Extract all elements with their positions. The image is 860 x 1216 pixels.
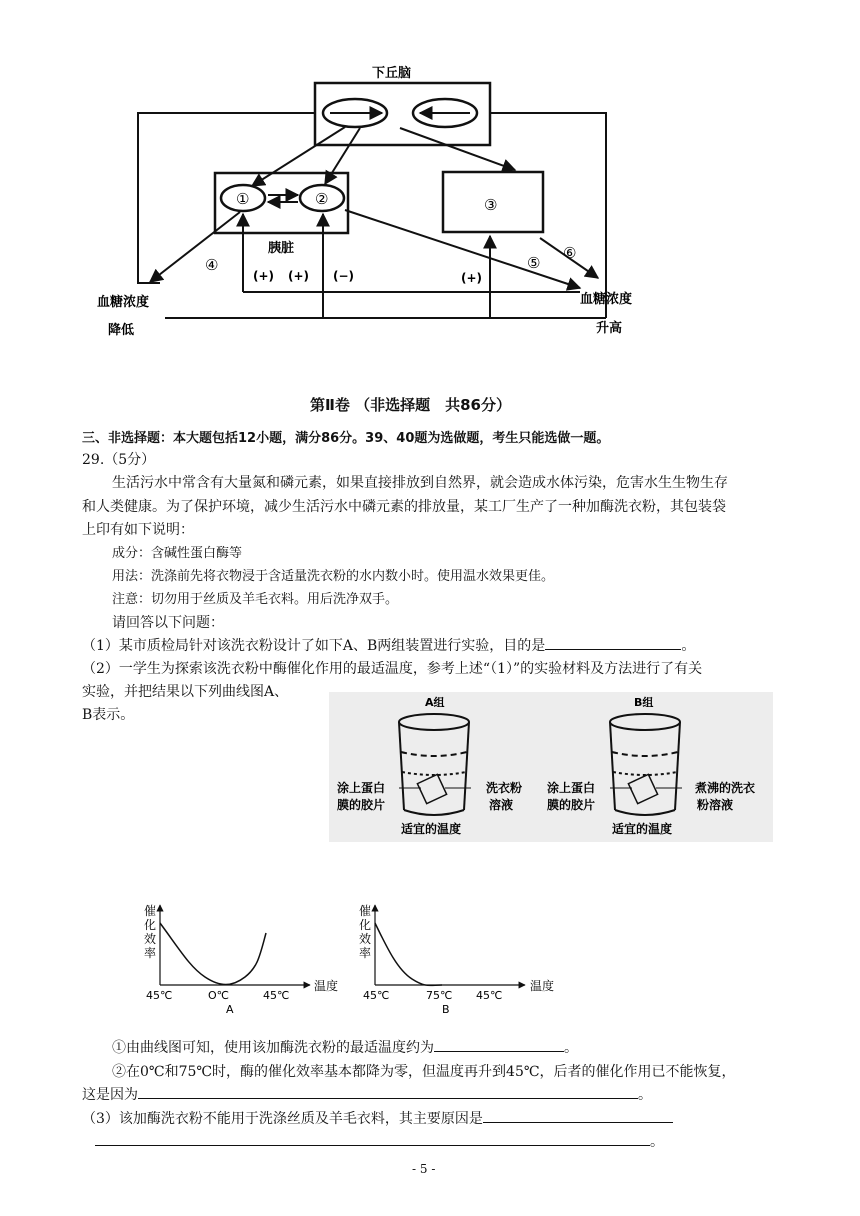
solution-a-2: 溶液 xyxy=(489,798,514,812)
ylabel-b xyxy=(359,903,371,960)
glucose-high-label-2: 升高 xyxy=(596,321,623,336)
xlabel-b: 温度 xyxy=(530,979,555,993)
tick-a-2: O℃ xyxy=(208,989,230,1002)
svg-text:化: 化 xyxy=(359,918,372,932)
enzyme-efficiency-graphs xyxy=(120,895,580,1020)
blood-glucose-regulation-diagram xyxy=(0,0,860,370)
sub2-end: 。 xyxy=(638,1087,652,1103)
q29-number: 29.（5分） xyxy=(82,452,156,468)
q29-paragraph-line3: 上印有如下说明： xyxy=(82,522,194,538)
film-label-b-1: 涂上蛋白 xyxy=(547,781,596,795)
sub1-text: ①由曲线图可知，使用该加酶洗衣粉的最适温度约为 xyxy=(112,1040,434,1056)
xlabel-a: 温度 xyxy=(314,979,339,993)
answer-blank-1[interactable] xyxy=(545,635,681,650)
q29-sub3 xyxy=(82,1108,673,1130)
q29-sub3-line2 xyxy=(95,1131,664,1153)
svg-text:率: 率 xyxy=(359,946,372,960)
answer-blank-5[interactable] xyxy=(95,1131,650,1146)
film-label-b-2: 膜的胶片 xyxy=(547,798,596,812)
sub1-end: 。 xyxy=(564,1040,578,1056)
curve-b xyxy=(375,923,442,985)
hypothalamus-label: 下丘脑 xyxy=(372,66,412,81)
arrow-4-label: ④ xyxy=(205,256,219,274)
glucose-high-label-1: 血糖浓度 xyxy=(580,292,633,307)
svg-text:化: 化 xyxy=(144,918,157,932)
tick-a-1: 45℃ xyxy=(146,989,173,1002)
node-1-label: ① xyxy=(236,190,250,208)
svg-text:效: 效 xyxy=(144,932,157,946)
sub-question-2-line1: ②在0℃和75℃时，酶的催化效率基本都降为零，但温度再升到45℃，后者的催化作用已不能恢复， xyxy=(112,1064,736,1080)
solution-b-2: 粉溶液 xyxy=(697,798,734,812)
section-intro: 三、非选择题：本大题包括12小题，满分86分。39、40题为选做题，考生只能选做一题。 xyxy=(82,431,610,446)
arrow-6-label: ⑥ xyxy=(563,244,577,262)
q29-sub2-line1: （2）一学生为探索该洗衣粉中酶催化作用的最适温度，参考上述“（1）”的实验材料及方法进行了有关 xyxy=(82,661,703,677)
tick-b-2: 75℃ xyxy=(426,989,453,1002)
film-label-a-2: 膜的胶片 xyxy=(337,798,386,812)
sign-plus-1: (+) xyxy=(253,269,275,283)
tick-a-3: 45℃ xyxy=(263,989,290,1002)
caption-b: B xyxy=(442,1003,450,1016)
q29-prompt: 请回答以下问题： xyxy=(112,615,224,631)
solution-a-1: 洗衣粉 xyxy=(486,781,523,795)
sign-plus-2: (+) xyxy=(288,269,310,283)
q29-paragraph-line1: 生活污水中常含有大量氮和磷元素，如果直接排放到自然界，就会造成水体污染，危害水生生物生存 xyxy=(112,475,728,491)
solution-b-1: 煮沸的洗衣 xyxy=(695,781,756,795)
node-3-label: ③ xyxy=(484,196,498,214)
sub-question-1 xyxy=(112,1037,578,1059)
svg-text:催: 催 xyxy=(359,904,372,918)
tick-b-3: 45℃ xyxy=(476,989,503,1002)
page-number: - 5 - xyxy=(412,1162,436,1176)
q3-text: （3）该加酶洗衣粉不能用于洗涤丝质及羊毛衣料，其主要原因是 xyxy=(82,1111,483,1127)
q29-sub1-end: 。 xyxy=(681,638,696,654)
caption-a: A xyxy=(226,1003,234,1016)
q29-sub1-text: （1）某市质检局针对该洗衣粉设计了如下A、B两组装置进行实验，目的是 xyxy=(82,638,546,654)
arrow-5-label: ⑤ xyxy=(527,254,541,272)
label-ingredient: 成分：含碱性蛋白酶等 xyxy=(112,546,243,561)
q29-paragraph-line2: 和人类健康。为了保护环境，减少生活污水中磷元素的排放量，某工厂生产了一种加酶洗衣粉，其包装袋 xyxy=(82,499,726,515)
label-usage: 用法：洗涤前先将衣物浸于含适量洗衣粉的水内数小时。使用温水效果更佳。 xyxy=(112,569,555,584)
ylabel-a xyxy=(144,903,156,960)
sub-question-2-line2 xyxy=(82,1084,652,1106)
q3-end: 。 xyxy=(650,1134,664,1150)
sign-minus: (−) xyxy=(333,269,355,283)
node-2-label: ② xyxy=(315,190,329,208)
section-title: 第Ⅱ卷 （非选择题 共86分） xyxy=(310,396,511,414)
group-a-title: A组 xyxy=(425,696,445,709)
answer-blank-4[interactable] xyxy=(483,1108,673,1123)
pancreas-label: 胰脏 xyxy=(268,241,295,256)
tick-b-1: 45℃ xyxy=(363,989,390,1002)
glucose-low-label-1: 血糖浓度 xyxy=(97,295,150,310)
q29-sub2-line3: B表示。 xyxy=(82,707,135,723)
answer-blank-3[interactable] xyxy=(138,1084,638,1099)
temp-label-b: 适宜的温度 xyxy=(612,822,673,836)
sub2-text: 这是因为 xyxy=(82,1087,138,1103)
answer-blank-2[interactable] xyxy=(434,1037,564,1052)
beaker-experiment-figure xyxy=(329,692,773,842)
curve-a xyxy=(160,923,266,985)
q29-sub2-line2: 实验，并把结果以下列曲线图A、 xyxy=(82,684,289,700)
temp-label-a: 适宜的温度 xyxy=(401,822,462,836)
svg-text:催: 催 xyxy=(144,904,157,918)
sign-plus-3: (+) xyxy=(461,271,483,285)
svg-text:效: 效 xyxy=(359,932,372,946)
glucose-low-label-2: 降低 xyxy=(108,323,135,338)
q29-sub1 xyxy=(82,635,695,657)
film-label-a-1: 涂上蛋白 xyxy=(337,781,386,795)
group-b-title: B组 xyxy=(634,696,654,709)
label-note: 注意：切勿用于丝质及羊毛衣料。用后洗净双手。 xyxy=(112,592,399,607)
svg-text:率: 率 xyxy=(144,946,157,960)
